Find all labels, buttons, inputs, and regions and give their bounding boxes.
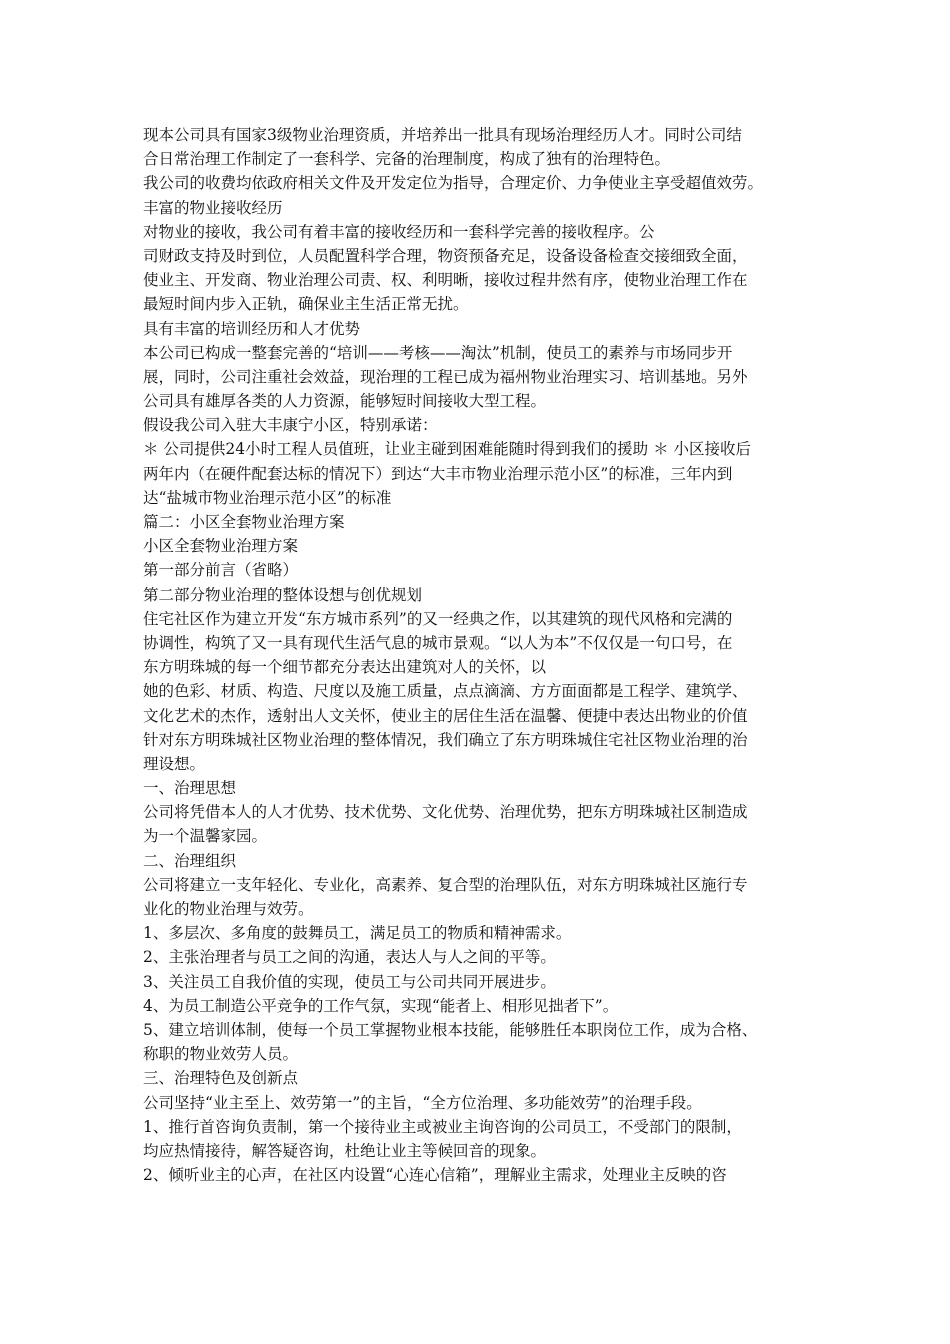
text-line: 住宅社区作为建立开发“东方城市系列”的又一经典之作，以其建筑的现代风格和完满的 [143,609,733,628]
text-line: 4、为员工制造公平竞争的工作气氛，实现“能者上、相形见拙者下”。 [143,996,619,1015]
text-line: 三、治理特色及创新点 [143,1069,299,1088]
text-line: 展，同时，公司注重社会效益，现治理的工程已成为福州物业治理实习、培训基地。另外 [143,367,748,386]
text-line: 本公司已构成一整套完善的“培训——考核——淘汰”机制，使员工的素养与市场同步开 [143,343,733,362]
document-page [143,123,823,1187]
text-line: 我公司的收费均依政府相关文件及开发定位为指导，合理定价、力争使业主享受超值效劳。 [143,174,764,193]
text-line: 第一部分前言（省略） [143,561,299,580]
text-line: 公司将凭借本人的人才优势、技术优势、文化优势、治理优势，把东方明珠城社区制造成 [143,803,748,822]
text-line: 两年内（在硬件配套达标的情况下）到达“大丰市物业治理示范小区”的标准，三年内到 [143,464,733,483]
text-line: 2、倾听业主的心声，在社区内设置“心连心信箱”，理解业主需求，处理业主反映的咨 [143,1166,727,1185]
text-line: 理设想。 [143,754,206,773]
text-line: 司财政支持及时到位，人员配置科学合理，物资预备充足，设备设备检查交接细致全面， [143,246,748,265]
text-line: 为一个温馨家园。 [143,827,268,846]
text-line: 对物业的接收，我公司有着丰富的接收经历和一套科学完善的接收程序。公 [143,222,655,241]
text-line: 公司坚持“业主至上、效劳第一”的主旨，“全方位治理、多功能效劳”的治理手段。 [143,1093,702,1112]
text-line: 公司具有雄厚各类的人力资源，能够短时间接收大型工程。 [143,392,547,411]
text-line: 一、治理思想 [143,779,237,798]
text-line: 协调性，构筑了又一具有现代生活气息的城市景观。“以人为本”不仅仅是一句口号，在 [143,633,733,652]
text-line: 假设我公司入驻大丰康宁小区，特别承诺： [143,416,438,435]
text-line: 篇二：小区全套物业治理方案 [143,513,345,531]
text-line: 针对东方明珠城社区物业治理的整体情况，我们确立了东方明珠城住宅社区物业治理的治 [143,730,748,749]
text-line: 业化的物业治理与效劳。 [143,900,314,918]
text-line: 3、关注员工自我价值的实现，使员工与公司共同开展进步。 [143,972,556,991]
text-line: 2、主张治理者与员工之间的沟通，表达人与人之间的平等。 [143,948,556,967]
text-line: 称职的物业效劳人员。 [143,1045,299,1064]
text-line: 丰富的物业接收经历 [143,198,283,217]
text-line: 小区全套物业治理方案 [143,537,299,556]
text-line: 文化艺术的杰作，透射出人文关怀，使业主的居住生活在温馨、便捷中表达出物业的价值 [143,706,748,725]
text-line: 最短时间内步入正轨，确保业主生活正常无扰。 [143,295,469,314]
text-line: ＊ 公司提供24小时工程人员值班，让业主碰到困难能随时得到我们的援助 ＊ 小区接收后 [143,440,752,459]
text-line: 均应热情接待，解答疑咨询，杜绝让业主等候回音的现象。 [143,1141,547,1160]
text-line: 具有丰富的培训经历和人才优势 [143,319,361,338]
text-line: 公司将建立一支年轻化、专业化，高素养、复合型的治理队伍，对东方明珠城社区施行专 [143,875,748,894]
text-line: 达“盐城市物业治理示范小区”的标准 [143,488,392,507]
text-line: 东方明珠城的每一个细节都充分表达出建筑对人的关怀，以 [143,658,547,677]
text-line: 合日常治理工作制定了一套科学、完备的治理制度，构成了独有的治理特色。 [143,150,671,169]
text-line: 使业主、开发商、物业治理公司责、权、利明晰，接收过程井然有序，使物业治理工作在 [143,271,748,290]
text-line: 第二部分物业治理的整体设想与创优规划 [143,585,423,604]
text-line: 她的色彩、材质、构造、尺度以及施工质量，点点滴滴、方方面面都是工程学、建筑学、 [143,682,748,701]
text-line: 现本公司具有国家3级物业治理资质，并培养出一批具有现场治理经历人才。同时公司结 [143,126,742,144]
text-line: 1、推行首咨询负责制，第一个接待业主或被业主询咨询的公司员工，不受部门的限制， [143,1117,742,1136]
text-line: 5、建立培训体制，使每一个员工掌握物业根本技能，能够胜任本职岗位工作，成为合格、 [143,1020,758,1039]
text-line: 二、治理组织 [143,851,237,870]
text-line: 1、多层次、多角度的鼓舞员工，满足员工的物质和精神需求。 [143,924,572,943]
